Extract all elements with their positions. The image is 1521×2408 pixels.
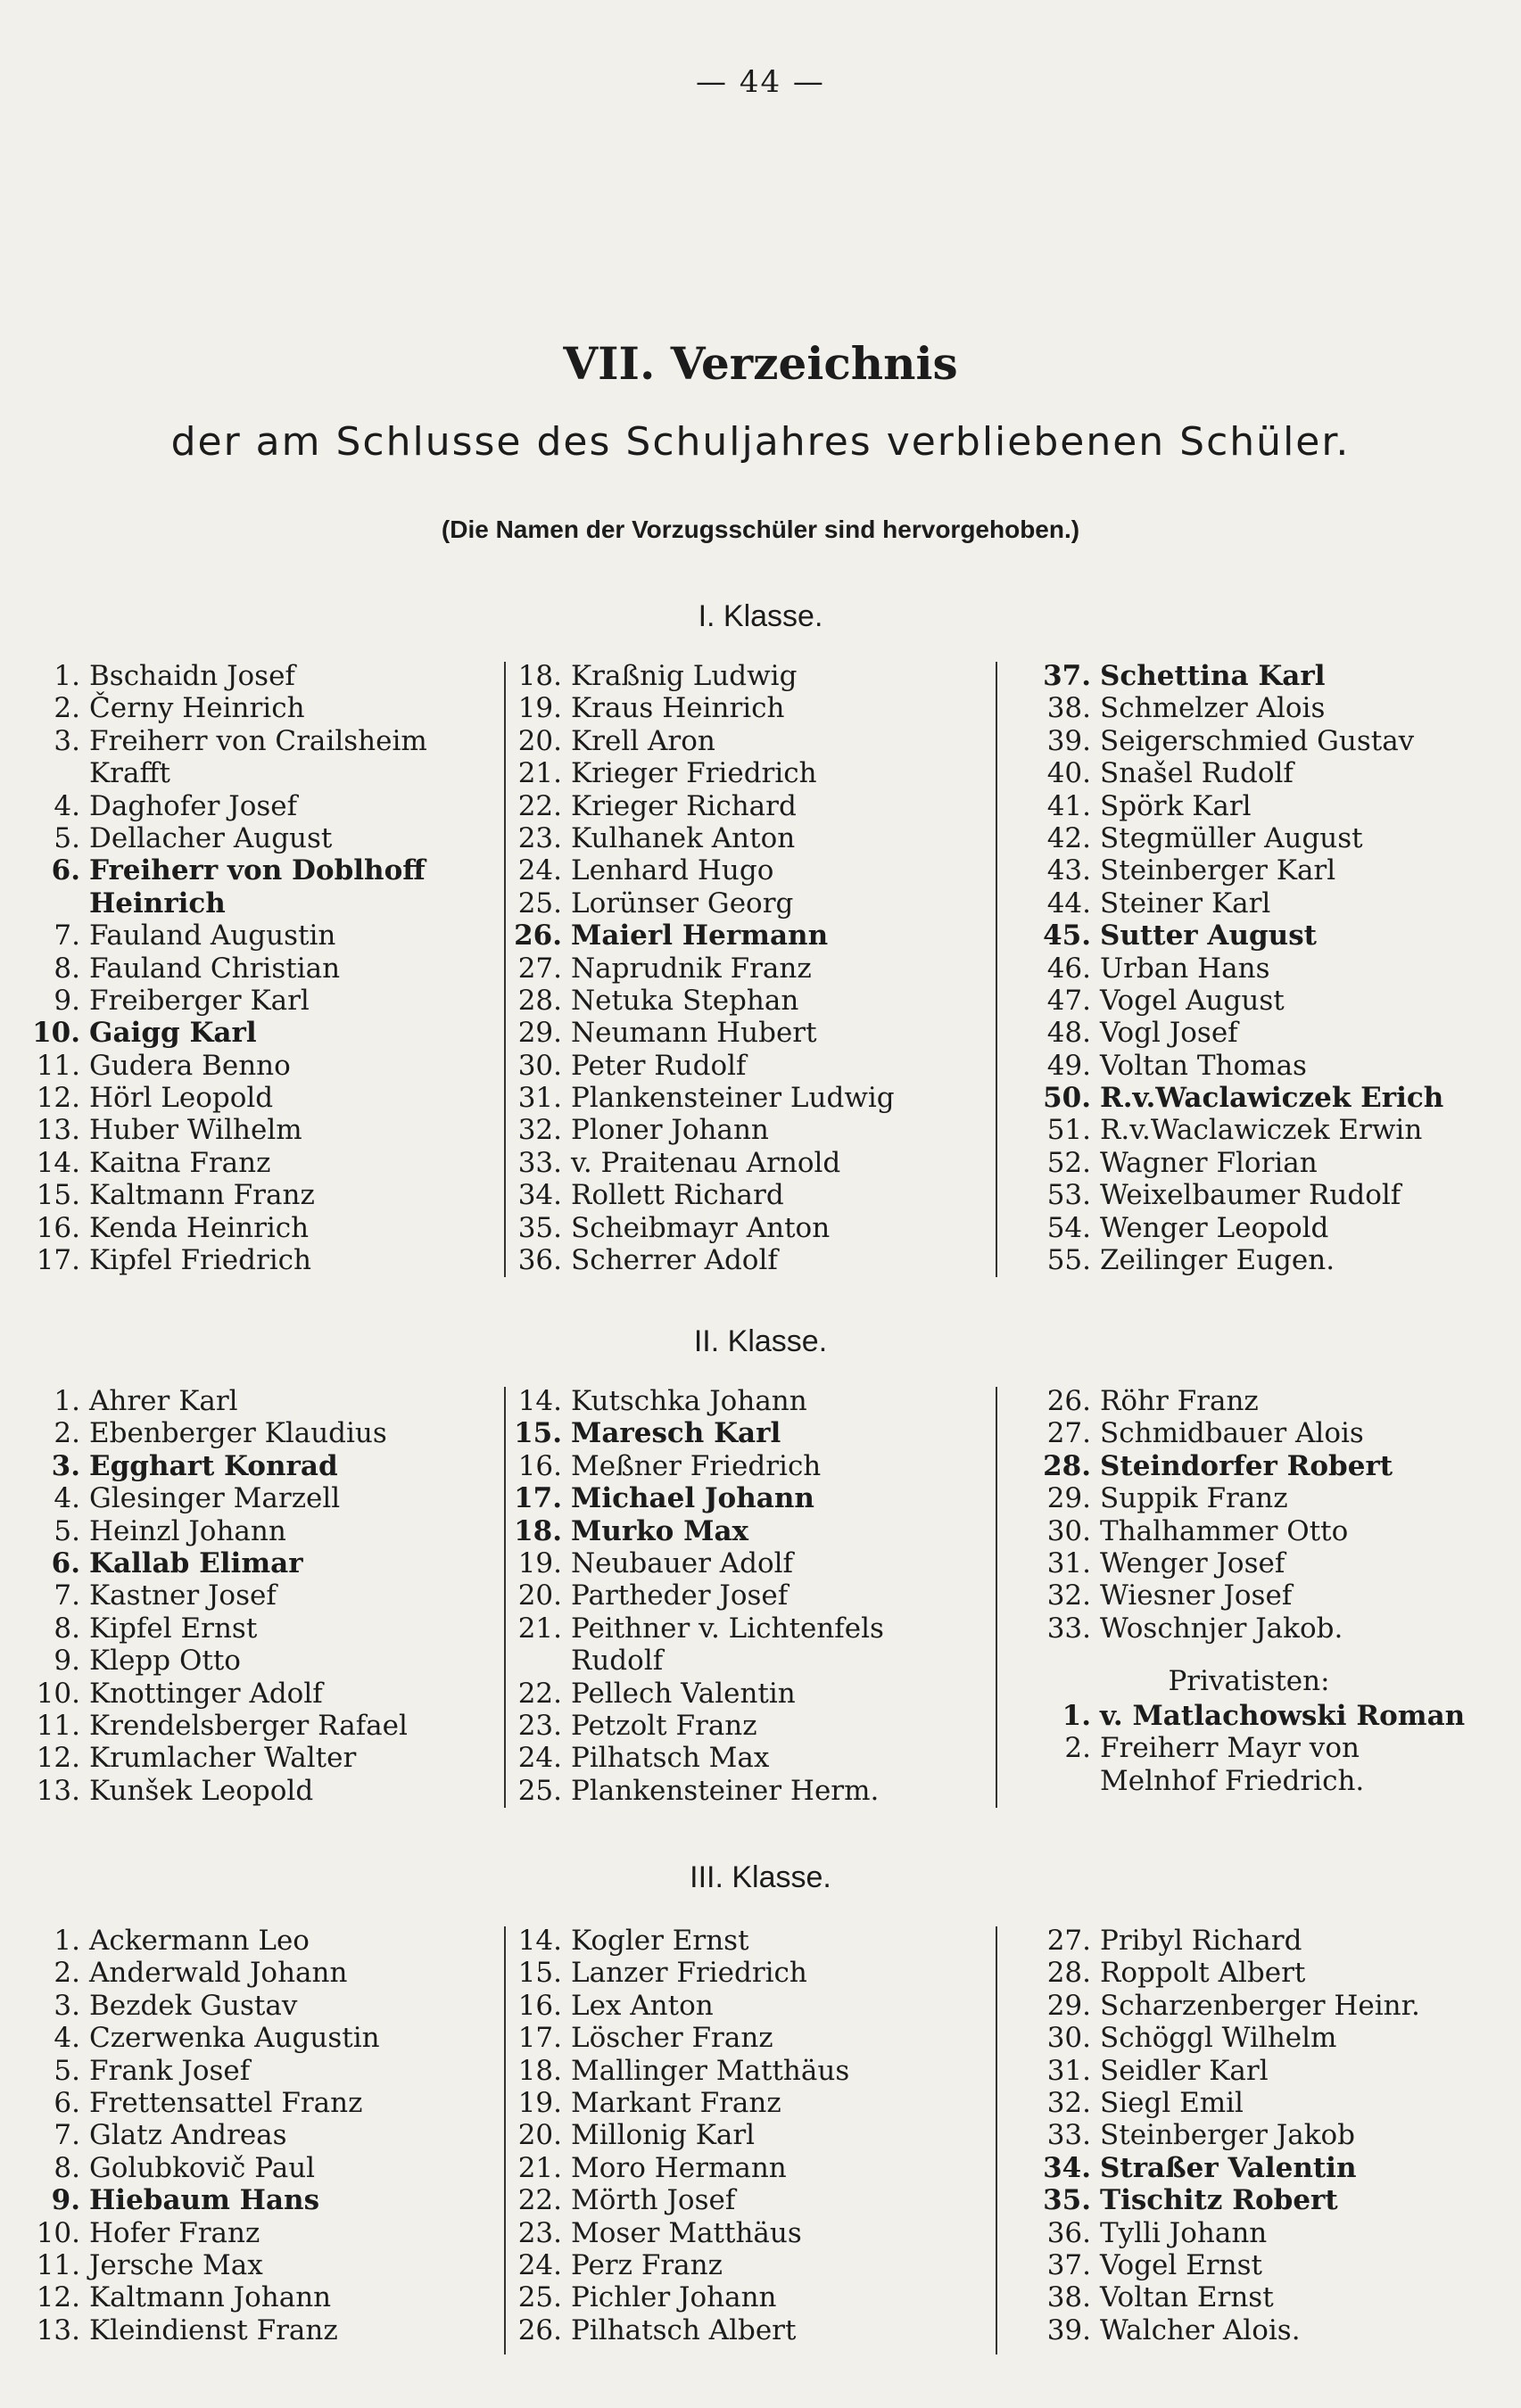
student-number: 49.	[1046, 1049, 1091, 1082]
student-number: 23.	[517, 821, 562, 854]
class-1-heading: I. Klasse.	[698, 599, 823, 633]
student-name: Kutschka Johann	[571, 1385, 807, 1417]
student-name: Röhr Franz	[1100, 1385, 1259, 1417]
student-name: Jersche Max	[89, 2248, 263, 2281]
column-divider	[996, 662, 997, 1277]
student-number: 8.	[54, 1612, 80, 1645]
student-number: 36.	[517, 1244, 562, 1277]
student-name: Peithner v. Lichtenfels	[571, 1612, 884, 1645]
student-name: Melnhof Friedrich.	[1100, 1764, 1365, 1797]
student-number: 19.	[517, 692, 562, 725]
student-number: 18.	[514, 1514, 562, 1547]
student-number: 36.	[1046, 2216, 1091, 2249]
student-name: Moro Hermann	[571, 2151, 787, 2184]
student-name: Freiherr Mayr von	[1100, 1732, 1360, 1765]
student-number: 13.	[36, 2313, 80, 2346]
student-name: Voltan Ernst	[1100, 2281, 1274, 2314]
student-name: Lanzer Friedrich	[571, 1957, 807, 1990]
student-name: Murko Max	[571, 1514, 749, 1547]
student-name: Wagner Florian	[1100, 1146, 1318, 1179]
student-number: 1.	[54, 1385, 80, 1417]
student-number: 32.	[517, 1114, 562, 1147]
student-name: Černy Heinrich	[89, 692, 305, 725]
student-name: Kraßnig Ludwig	[571, 660, 798, 692]
student-name: v. Matlachowski Roman	[1100, 1700, 1466, 1732]
student-name: Krieger Friedrich	[571, 757, 817, 790]
student-name: Schettina Karl	[1100, 660, 1326, 692]
student-number: 13.	[36, 1114, 80, 1147]
student-number: 17.	[514, 1482, 562, 1515]
privatisten-list	[1029, 1700, 1466, 1797]
student-number: 48.	[1046, 1017, 1091, 1050]
student-name: Roppolt Albert	[1100, 1957, 1306, 1990]
student-name: Fauland Christian	[89, 952, 341, 985]
student-name: Gaigg Karl	[89, 1017, 257, 1050]
student-name: Pribyl Richard	[1100, 1925, 1302, 1957]
student-name: Rudolf	[571, 1645, 664, 1678]
student-name: Markant Franz	[571, 2086, 781, 2119]
student-name: Egghart Konrad	[89, 1449, 338, 1482]
student-name: Seigerschmied Gustav	[1100, 724, 1415, 757]
student-name: Naprudnik Franz	[571, 952, 812, 985]
student-entry	[1029, 1732, 1385, 1764]
student-name: Stegmüller August	[1100, 821, 1363, 854]
student-number: 31.	[1046, 2054, 1091, 2087]
student-name: Straßer Valentin	[1100, 2151, 1357, 2184]
student-name: Thalhammer Otto	[1100, 1514, 1349, 1547]
student-number: 12.	[36, 1742, 80, 1775]
student-name: Bschaidn Josef	[89, 660, 295, 692]
student-name: Tylli Johann	[1100, 2216, 1268, 2249]
student-number: 2.	[54, 692, 80, 725]
student-name: Scheibmayr Anton	[571, 1211, 831, 1244]
student-number: 25.	[517, 2281, 562, 2314]
page-subtitle: der am Schlusse des Schuljahres verbliebenen Schüler.	[170, 419, 1351, 465]
student-number: 16.	[517, 1449, 562, 1482]
student-number: 37.	[1043, 660, 1091, 692]
student-number: 30.	[1046, 2022, 1091, 2055]
student-number: 10.	[32, 1017, 80, 1050]
student-number: 29.	[517, 1017, 562, 1050]
student-name: Pilhatsch Albert	[571, 2313, 797, 2346]
student-number: 5.	[54, 2054, 80, 2087]
student-name: R.v.Waclawiczek Erich	[1100, 1082, 1444, 1115]
student-name: Heinzl Johann	[89, 1514, 286, 1547]
student-name: Sutter August	[1100, 919, 1317, 952]
student-name: Kogler Ernst	[571, 1925, 749, 1957]
student-number: 15.	[36, 1179, 80, 1212]
student-name: Seidler Karl	[1100, 2054, 1269, 2087]
student-number: 26.	[1046, 1385, 1091, 1417]
student-name: Petzolt Franz	[571, 1709, 757, 1742]
student-name: Krafft	[89, 757, 170, 790]
student-number: 6.	[51, 854, 80, 887]
student-number: 43.	[1046, 854, 1091, 887]
student-number: 30.	[1046, 1514, 1091, 1547]
student-number: 29.	[1046, 1989, 1091, 2022]
student-number: 33.	[1046, 2119, 1091, 2152]
class-3-heading: III. Klasse.	[690, 1860, 831, 1894]
student-name: Freiberger Karl	[89, 984, 310, 1017]
student-number: 35.	[1043, 2184, 1091, 2217]
student-number: 24.	[517, 1742, 562, 1775]
student-number: 19.	[517, 1546, 562, 1579]
student-name: Freiherr von Crailsheim	[89, 724, 427, 757]
student-number: 41.	[1046, 789, 1091, 822]
student-name: Klepp Otto	[89, 1645, 241, 1678]
student-name: Daghofer Josef	[89, 789, 298, 822]
student-entry	[1029, 1700, 1466, 1732]
student-number: 21.	[517, 757, 562, 790]
student-number: 20.	[517, 2119, 562, 2152]
student-number: 11.	[36, 1709, 80, 1742]
student-number: 21.	[517, 2151, 562, 2184]
student-name: Glatz Andreas	[89, 2119, 287, 2152]
student-name: Mallinger Matthäus	[571, 2054, 850, 2087]
student-number: 1.	[54, 1925, 80, 1957]
student-name: Krumlacher Walter	[89, 1742, 357, 1775]
student-number: 14.	[517, 1385, 562, 1417]
student-name: R.v.Waclawiczek Erwin	[1100, 1114, 1423, 1147]
student-name: Moser Matthäus	[571, 2216, 802, 2249]
privatisten-heading: Privatisten:	[1168, 1665, 1330, 1697]
student-number: 7.	[54, 1579, 80, 1612]
student-name: Weixelbaumer Rudolf	[1100, 1179, 1401, 1212]
student-name: Netuka Stephan	[571, 984, 799, 1017]
student-name: Schöggl Wilhelm	[1100, 2022, 1337, 2055]
student-name: Zeilinger Eugen.	[1100, 1244, 1335, 1277]
student-number: 8.	[54, 952, 80, 985]
student-name: Vogel August	[1100, 984, 1285, 1017]
student-name: Kenda Heinrich	[89, 1211, 310, 1244]
student-number: 28.	[517, 984, 562, 1017]
page-number: — 44 —	[696, 64, 825, 100]
student-number: 19.	[517, 2086, 562, 2119]
student-number: 28.	[1046, 1957, 1091, 1990]
student-number: 4.	[54, 1482, 80, 1515]
student-name: Krendelsberger Rafael	[89, 1709, 408, 1742]
student-number: 27.	[1046, 1925, 1091, 1957]
student-number: 18.	[517, 660, 562, 692]
student-number: 13.	[36, 1774, 80, 1807]
student-name: Voltan Thomas	[1100, 1049, 1307, 1082]
student-name: Neubauer Adolf	[571, 1546, 794, 1579]
student-name: Kastner Josef	[89, 1579, 277, 1612]
student-number: 2.	[1064, 1732, 1091, 1765]
student-number: 27.	[1046, 1417, 1091, 1450]
student-name: Hiebaum Hans	[89, 2184, 320, 2217]
student-name: Scharzenberger Heinr.	[1100, 1989, 1420, 2022]
student-number: 32.	[1046, 2086, 1091, 2119]
student-number: 10.	[36, 2216, 80, 2249]
student-name: Walcher Alois.	[1100, 2313, 1301, 2346]
student-number: 14.	[517, 1925, 562, 1957]
student-name: Golubkovič Paul	[89, 2151, 316, 2184]
student-number: 4.	[54, 2022, 80, 2055]
student-number: 39.	[1046, 724, 1091, 757]
student-number: 9.	[54, 1645, 80, 1678]
student-number: 6.	[54, 2086, 80, 2119]
student-number: 20.	[517, 724, 562, 757]
student-name: Michael Johann	[571, 1482, 814, 1515]
student-number: 12.	[36, 1082, 80, 1115]
student-number: 21.	[517, 1612, 562, 1645]
student-name: Spörk Karl	[1100, 789, 1252, 822]
student-number: 54.	[1046, 1211, 1091, 1244]
student-number: 17.	[36, 1244, 80, 1277]
student-name: Hörl Leopold	[89, 1082, 274, 1115]
student-number: 28.	[1043, 1449, 1091, 1482]
student-name: Siegl Emil	[1100, 2086, 1244, 2119]
student-name: Meßner Friedrich	[571, 1449, 822, 1482]
student-name: Ahrer Karl	[89, 1385, 238, 1417]
student-number: 31.	[1046, 1546, 1091, 1579]
student-number: 3.	[51, 1449, 80, 1482]
student-number: 25.	[517, 1774, 562, 1807]
student-number: 5.	[54, 1514, 80, 1547]
student-name: Perz Franz	[571, 2248, 723, 2281]
student-number: 8.	[54, 2151, 80, 2184]
student-name: Steiner Karl	[1100, 887, 1271, 919]
student-name: Pilhatsch Max	[571, 1742, 770, 1775]
student-name: Maierl Hermann	[571, 919, 829, 952]
student-name: Kipfel Ernst	[89, 1612, 258, 1645]
student-number: 5.	[54, 821, 80, 854]
student-number: 22.	[517, 1677, 562, 1710]
student-name: v. Praitenau Arnold	[571, 1146, 841, 1179]
student-name: Kleindienst Franz	[89, 2313, 338, 2346]
student-name: Suppik Franz	[1100, 1482, 1288, 1515]
student-number: 45.	[1043, 919, 1091, 952]
student-number: 4.	[54, 789, 80, 822]
student-name: Lex Anton	[571, 1989, 714, 2022]
student-number: 7.	[54, 2119, 80, 2152]
student-number: 15.	[517, 1957, 562, 1990]
student-entry	[1029, 1765, 1385, 1797]
student-number: 31.	[517, 1082, 562, 1115]
student-number: 23.	[517, 2216, 562, 2249]
student-number: 38.	[1046, 692, 1091, 725]
student-number: 34.	[1043, 2151, 1091, 2184]
student-number: 33.	[1046, 1612, 1091, 1645]
student-name: Woschnjer Jakob.	[1100, 1612, 1343, 1645]
student-name: Anderwald Johann	[89, 1957, 348, 1990]
student-name: Krell Aron	[571, 724, 715, 757]
student-number: 33.	[517, 1146, 562, 1179]
page-title: VII. Verzeichnis	[563, 337, 958, 390]
student-number: 40.	[1046, 757, 1091, 790]
student-number: 34.	[517, 1179, 562, 1212]
student-name: Kipfel Friedrich	[89, 1244, 311, 1277]
student-number: 11.	[36, 2248, 80, 2281]
student-number: 2.	[54, 1417, 80, 1450]
student-name: Heinrich	[89, 887, 226, 919]
student-number: 52.	[1046, 1146, 1091, 1179]
student-name: Löscher Franz	[571, 2022, 773, 2055]
student-name: Ploner Johann	[571, 1114, 769, 1147]
student-number: 3.	[54, 1989, 80, 2022]
student-name: Czerwenka Augustin	[89, 2022, 380, 2055]
student-number: 51.	[1046, 1114, 1091, 1147]
student-name: Huber Wilhelm	[89, 1114, 302, 1147]
column-divider	[996, 1926, 997, 2354]
student-name: Scherrer Adolf	[571, 1244, 778, 1277]
student-name: Wenger Leopold	[1100, 1211, 1329, 1244]
student-name: Kaltmann Johann	[89, 2281, 332, 2314]
student-number: 53.	[1046, 1179, 1091, 1212]
student-name: Fauland Augustin	[89, 919, 336, 952]
student-name: Vogl Josef	[1100, 1017, 1238, 1050]
student-name: Kaltmann Franz	[89, 1179, 315, 1212]
student-name: Lenhard Hugo	[571, 854, 774, 887]
student-number: 22.	[517, 789, 562, 822]
student-name: Frank Josef	[89, 2054, 251, 2087]
student-number: 24.	[517, 854, 562, 887]
student-name: Mörth Josef	[571, 2184, 736, 2217]
student-number: 6.	[51, 1546, 80, 1579]
student-name: Wiesner Josef	[1100, 1579, 1293, 1612]
student-number: 1.	[54, 660, 80, 692]
student-number: 18.	[517, 2054, 562, 2087]
student-number: 44.	[1046, 887, 1091, 919]
student-name: Snašel Rudolf	[1100, 757, 1294, 790]
privatisten-block	[1062, 1662, 1466, 1797]
student-name: Schmelzer Alois	[1100, 692, 1326, 725]
student-number: 22.	[517, 2184, 562, 2217]
student-number: 26.	[514, 919, 562, 952]
student-number: 10.	[36, 1677, 80, 1710]
student-number: 2.	[54, 1957, 80, 1990]
student-name: Ebenberger Klaudius	[89, 1417, 387, 1450]
student-number: 17.	[517, 2022, 562, 2055]
student-number: 12.	[36, 2281, 80, 2314]
student-name: Rollett Richard	[571, 1179, 784, 1212]
class-2-heading: II. Klasse.	[693, 1324, 828, 1358]
student-number: 42.	[1046, 821, 1091, 854]
student-number: 24.	[517, 2248, 562, 2281]
student-number: 3.	[54, 724, 80, 757]
student-name: Partheder Josef	[571, 1579, 789, 1612]
student-number: 32.	[1046, 1579, 1091, 1612]
student-name: Kallab Elimar	[89, 1546, 303, 1579]
student-name: Maresch Karl	[571, 1417, 781, 1450]
student-name: Tischitz Robert	[1100, 2184, 1338, 2217]
student-name: Lorünser Georg	[571, 887, 794, 919]
student-number: 46.	[1046, 952, 1091, 985]
student-number: 23.	[517, 1709, 562, 1742]
student-number: 11.	[36, 1049, 80, 1082]
student-name: Millonig Karl	[571, 2119, 756, 2152]
honor-students-note: (Die Namen der Vorzugsschüler sind hervorgehoben.)	[441, 515, 1080, 543]
student-name: Kulhanek Anton	[571, 821, 796, 854]
student-name: Vogel Ernst	[1100, 2248, 1262, 2281]
student-name: Plankensteiner Ludwig	[571, 1082, 895, 1115]
student-number: 38.	[1046, 2281, 1091, 2314]
student-number: 29.	[1046, 1482, 1091, 1515]
student-number: 1.	[1062, 1700, 1091, 1732]
student-name: Knottinger Adolf	[89, 1677, 323, 1710]
student-name: Bezdek Gustav	[89, 1989, 298, 2022]
student-name: Ackermann Leo	[89, 1925, 310, 1957]
student-name: Dellacher August	[89, 821, 333, 854]
student-name: Steindorfer Robert	[1100, 1449, 1393, 1482]
student-number: 16.	[36, 1211, 80, 1244]
student-name: Wenger Josef	[1100, 1546, 1285, 1579]
student-number: 7.	[54, 919, 80, 952]
student-name: Steinberger Jakob	[1100, 2119, 1355, 2152]
student-number: 55.	[1046, 1244, 1091, 1277]
student-name: Steinberger Karl	[1100, 854, 1336, 887]
student-number: 47.	[1046, 984, 1091, 1017]
column-divider	[996, 1387, 997, 1808]
student-number: 9.	[51, 2184, 80, 2217]
student-name: Hofer Franz	[89, 2216, 260, 2249]
student-name: Kunšek Leopold	[89, 1774, 314, 1807]
student-name: Peter Rudolf	[571, 1049, 747, 1082]
student-name: Neumann Hubert	[571, 1017, 817, 1050]
student-name: Glesinger Marzell	[89, 1482, 341, 1515]
student-number: 27.	[517, 952, 562, 985]
student-number: 25.	[517, 887, 562, 919]
student-name: Krieger Richard	[571, 789, 797, 822]
student-number: 30.	[517, 1049, 562, 1082]
student-name: Pichler Johann	[571, 2281, 777, 2314]
student-number: 16.	[517, 1989, 562, 2022]
student-name: Frettensattel Franz	[89, 2086, 363, 2119]
student-name: Freiherr von Doblhoff	[89, 854, 426, 887]
student-number: 20.	[517, 1579, 562, 1612]
student-number: 50.	[1043, 1082, 1091, 1115]
student-number: 26.	[517, 2313, 562, 2346]
student-name: Gudera Benno	[89, 1049, 291, 1082]
student-number: 15.	[514, 1417, 562, 1450]
student-number: 37.	[1046, 2248, 1091, 2281]
student-name: Kraus Heinrich	[571, 692, 785, 725]
student-number: 9.	[54, 984, 80, 1017]
student-name: Kaitna Franz	[89, 1146, 271, 1179]
student-number: 39.	[1046, 2313, 1091, 2346]
student-number: 14.	[36, 1146, 80, 1179]
student-name: Schmidbauer Alois	[1100, 1417, 1364, 1450]
student-name: Plankensteiner Herm.	[571, 1774, 880, 1807]
student-name: Urban Hans	[1100, 952, 1270, 985]
student-number: 35.	[517, 1211, 562, 1244]
student-name: Pellech Valentin	[571, 1677, 796, 1710]
